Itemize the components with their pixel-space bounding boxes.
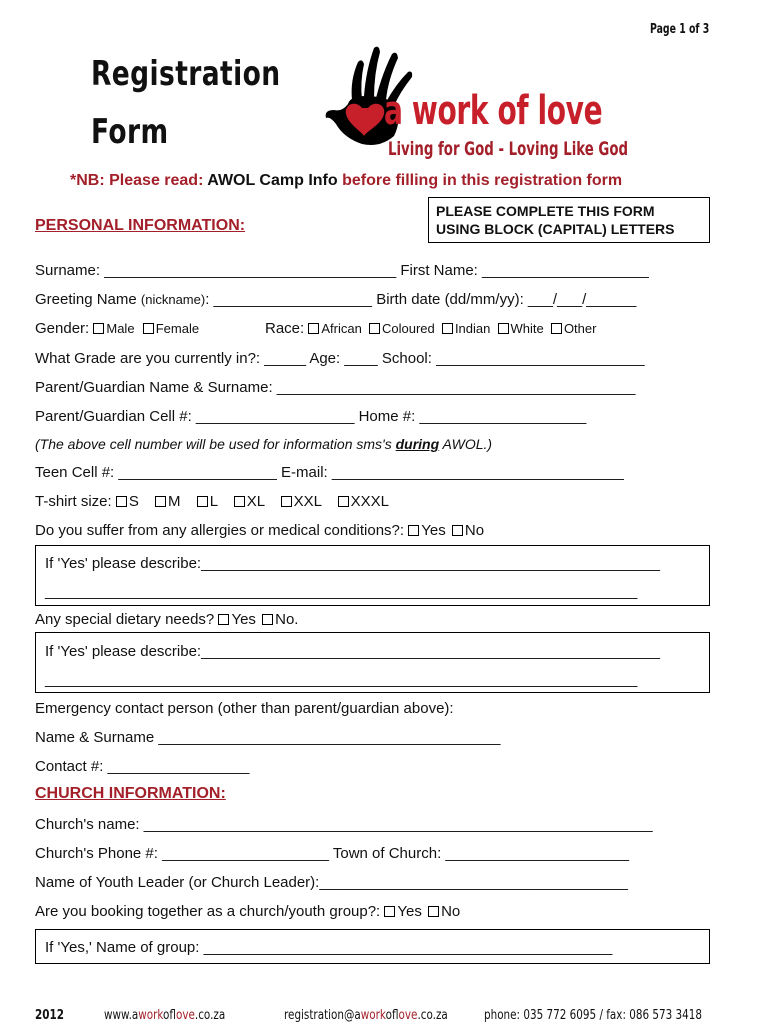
size-m-label: M [168, 493, 181, 510]
logo-tagline: Living for God - Loving Like God [388, 138, 629, 160]
white-label: White [510, 321, 544, 336]
emergency-heading: Emergency contact person (other than parent/guardian above): [35, 700, 454, 717]
gender-label: Gender: [35, 320, 90, 337]
group-booking-question [35, 903, 460, 920]
male-label: Male [106, 321, 135, 336]
footer-email[interactable] [284, 1008, 448, 1023]
church-name-field[interactable]: Church's name: _____________________________________________________________ [35, 816, 653, 833]
mail-part-of: of [385, 1008, 399, 1023]
mail-part-a: registration@a [284, 1008, 361, 1023]
indian-label: Indian [454, 321, 491, 336]
checkbox-white[interactable] [498, 323, 509, 334]
group-name-box[interactable] [35, 929, 710, 964]
checkbox-male[interactable] [93, 323, 104, 334]
teen-cell-email-field[interactable]: Teen Cell #: ___________________ E-mail: ___________________________________ [35, 464, 624, 481]
checkbox-dietary-no[interactable] [262, 614, 273, 625]
greeting-birthdate-field[interactable] [35, 291, 636, 308]
checkbox-dietary-yes[interactable] [218, 614, 229, 625]
checkbox-group-yes[interactable] [384, 906, 395, 917]
checkbox-allergies-no[interactable] [452, 525, 463, 536]
nb-doc: AWOL Camp Info [207, 172, 338, 189]
size-xxl-label: XXL [293, 493, 322, 510]
dietary-question [35, 611, 298, 628]
checkbox-female[interactable] [143, 323, 154, 334]
parent-cell-home-field[interactable]: Parent/Guardian Cell #: ___________________ Home #: ____________________ [35, 408, 587, 425]
emergency-name-field[interactable]: Name & Surname _________________________________________ [35, 729, 501, 746]
nb-prefix: *NB: [70, 172, 105, 189]
nb-notice [70, 172, 622, 190]
allergies-describe-line2[interactable]: _______________________________________________________________________ [45, 583, 638, 600]
personal-info-heading: PERSONAL INFORMATION: [35, 217, 246, 234]
footer-website[interactable] [104, 1008, 225, 1023]
logo-brand: a work of love [384, 88, 603, 134]
mail-part-tld: .co.za [417, 1008, 448, 1023]
footer-year: 2012 [35, 1008, 64, 1023]
form-title-line1: Registration [91, 54, 281, 94]
gender-field [35, 320, 199, 337]
footer-phone-fax: phone: 035 772 6095 / fax: 086 573 3418 [484, 1008, 703, 1023]
allergies-no-label: No [464, 522, 485, 539]
group-yes-label: Yes [397, 903, 422, 920]
grade-age-school-field[interactable]: What Grade are you currently in?: _____ Age: ____ School: _________________________ [35, 350, 645, 367]
dietary-describe-line2[interactable]: _______________________________________________________________________ [45, 671, 638, 688]
group-booking-label: Are you booking together as a church/youth group?: [35, 903, 381, 920]
group-name-field[interactable]: If 'Yes,' Name of group: _________________________________________________ [45, 939, 613, 956]
cell-note-text: (The above cell number will be used for information sms's [35, 436, 396, 452]
checkbox-group-no[interactable] [428, 906, 439, 917]
checkbox-size-xxl[interactable] [281, 496, 292, 507]
web-part-a: www.a [104, 1008, 139, 1023]
checkbox-size-xxxl[interactable] [338, 496, 349, 507]
dietary-yes-label: Yes [231, 611, 256, 628]
size-xxxl-label: XXXL [350, 493, 389, 510]
allergies-describe-line1[interactable]: If 'Yes' please describe:_______________________________________________________ [45, 555, 660, 572]
dietary-describe-line1[interactable]: If 'Yes' please describe:_______________________________________________________ [45, 643, 660, 660]
dietary-no-label: No. [275, 611, 299, 628]
other-label: Other [563, 321, 597, 336]
notice-line2: USING BLOCK (CAPITAL) LETTERS [436, 221, 675, 237]
greeting-birth-blanks: : ___________________ Birth date (dd/mm/yy): ___/___/______ [205, 291, 637, 308]
web-part-love: love [175, 1008, 195, 1023]
youth-leader-field[interactable]: Name of Youth Leader (or Church Leader):_____________________________________ [35, 874, 629, 891]
checkbox-size-xl[interactable] [234, 496, 245, 507]
allergies-yes-label: Yes [421, 522, 446, 539]
web-part-tld: .co.za [194, 1008, 226, 1023]
church-phone-town-field[interactable]: Church's Phone #: ____________________ Town of Church: ______________________ [35, 845, 629, 862]
checkbox-size-m[interactable] [155, 496, 166, 507]
checkbox-size-s[interactable] [116, 496, 127, 507]
greeting-label: Greeting Name [35, 291, 137, 308]
emergency-contact-field[interactable]: Contact #: _________________ [35, 758, 250, 775]
surname-firstname-field[interactable]: Surname: ___________________________________ First Name: ____________________ [35, 262, 649, 279]
dietary-describe-box[interactable] [35, 632, 710, 693]
nb-read: Please read: [109, 172, 204, 189]
allergies-question [35, 522, 484, 539]
checkbox-size-l[interactable] [197, 496, 208, 507]
dietary-label: Any special dietary needs? [35, 611, 215, 628]
checkbox-other[interactable] [551, 323, 562, 334]
notice-line1: PLEASE COMPLETE THIS FORM [436, 203, 655, 219]
checkbox-african[interactable] [308, 323, 319, 334]
coloured-label: Coloured [382, 321, 435, 336]
checkbox-allergies-yes[interactable] [408, 525, 419, 536]
block-letters-notice [428, 197, 710, 243]
checkbox-indian[interactable] [442, 323, 453, 334]
form-title-line2: Form [91, 112, 169, 152]
nickname-label: (nickname) [140, 292, 206, 307]
web-part-work: work [138, 1008, 164, 1023]
tshirt-size-field [35, 493, 389, 510]
size-l-label: L [209, 493, 218, 510]
tshirt-label: T-shirt size: [35, 493, 112, 510]
race-label: Race: [265, 320, 305, 337]
checkbox-coloured[interactable] [369, 323, 380, 334]
mail-part-love: love [398, 1008, 418, 1023]
cell-note-end: AWOL.) [439, 436, 493, 452]
mail-part-work: work [360, 1008, 386, 1023]
cell-note-during: during [395, 436, 440, 452]
nb-rest: before filling in this registration form [342, 172, 623, 189]
african-label: African [321, 321, 362, 336]
size-xl-label: XL [246, 493, 265, 510]
parent-name-field[interactable]: Parent/Guardian Name & Surname: ___________________________________________ [35, 379, 636, 396]
race-field [265, 320, 596, 337]
page-number: Page 1 of 3 [650, 22, 710, 37]
web-part-of: of [163, 1008, 176, 1023]
female-label: Female [155, 321, 200, 336]
size-s-label: S [128, 493, 139, 510]
cell-number-note [35, 436, 492, 452]
allergies-label: Do you suffer from any allergies or medical conditions?: [35, 522, 405, 539]
allergies-describe-box[interactable] [35, 545, 710, 606]
group-no-label: No [441, 903, 461, 920]
awol-logo [322, 40, 667, 165]
church-info-heading: CHURCH INFORMATION: [35, 785, 226, 802]
